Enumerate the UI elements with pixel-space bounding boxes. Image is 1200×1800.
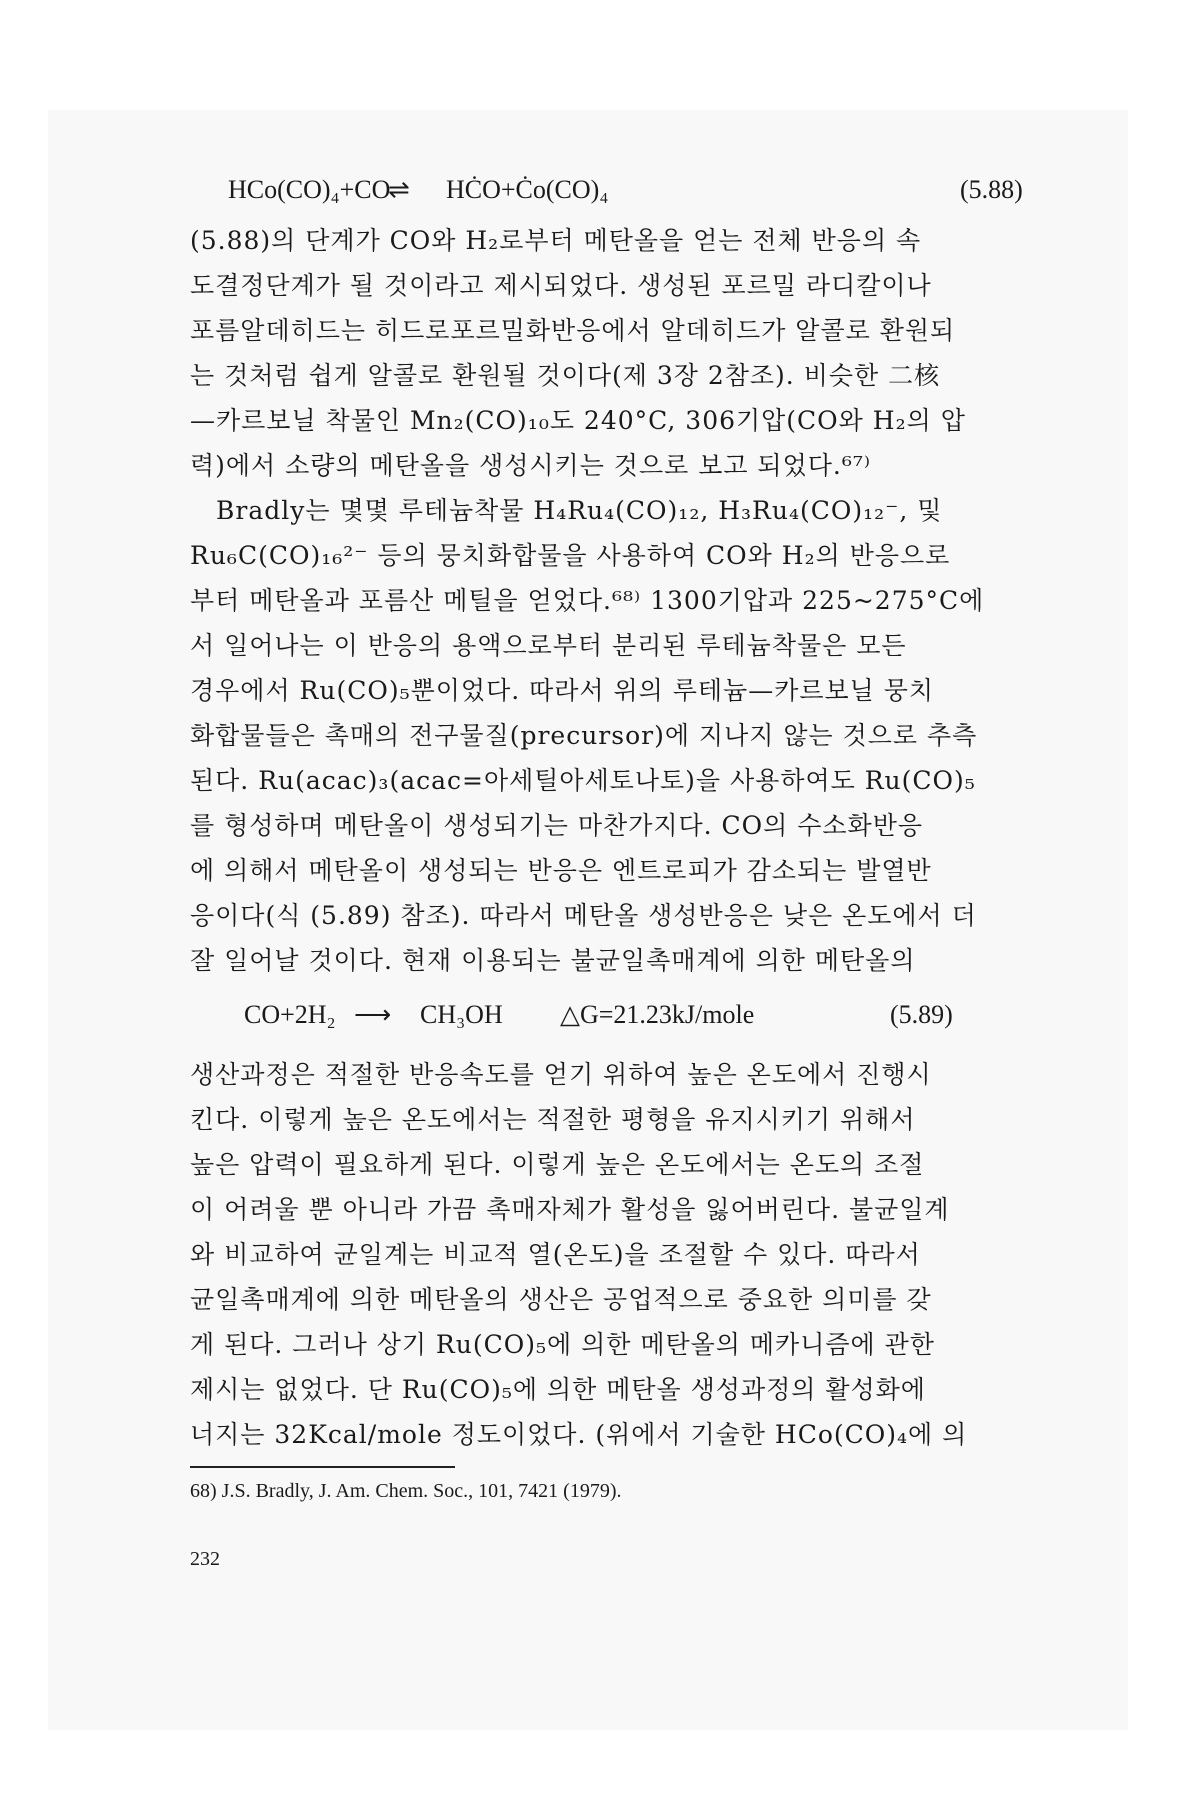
equation-5-89 bbox=[0, 990, 1200, 1040]
paragraph-2 bbox=[190, 488, 1020, 983]
text-line: 생산과정은 적절한 반응속도를 얻기 위하여 높은 온도에서 진행시 bbox=[190, 1060, 932, 1089]
text-line: Bradly는 몇몇 루테늄착물 H₄Ru₄(CO)₁₂, H₃Ru₄(CO)₁₂⁻, 및 bbox=[216, 496, 943, 525]
text-line: Ru₆C(CO)₁₆²⁻ 등의 뭉치화합물을 사용하여 CO와 H₂의 반응으로 bbox=[190, 541, 951, 570]
text-line: 높은 압력이 필요하게 된다. 이렇게 높은 온도에서는 온도의 조절 bbox=[190, 1150, 925, 1179]
text-line: 제시는 없었다. 단 Ru(CO)₅에 의한 메탄올 생성과정의 활성화에 bbox=[190, 1375, 926, 1404]
text-line: 서 일어나는 이 반응의 용액으로부터 분리된 루테늄착물은 모든 bbox=[190, 631, 907, 660]
text-line: 잘 일어날 것이다. 현재 이용되는 불균일촉매계에 의한 메탄올의 bbox=[190, 946, 916, 975]
paragraph-3 bbox=[190, 1052, 1020, 1457]
text-line: —카르보닐 착물인 Mn₂(CO)₁₀도 240°C, 306기압(CO와 H₂의 압 bbox=[190, 406, 966, 435]
text-line: 화합물들은 촉매의 전구물질(precursor)에 지나지 않는 것으로 추측 bbox=[190, 721, 978, 750]
text-line: 게 된다. 그러나 상기 Ru(CO)₅에 의한 메탄올의 메카니즘에 관한 bbox=[190, 1330, 935, 1359]
text-line: 는 것처럼 쉽게 알콜로 환원될 것이다(제 3장 2참조). 비슷한 二核 bbox=[190, 361, 941, 390]
text-line: 도결정단계가 될 것이라고 제시되었다. 생성된 포르밀 라디칼이나 bbox=[190, 271, 932, 300]
footnote: 68) J.S. Bradly, J. Am. Chem. Soc., 101, 7421 (1979). bbox=[190, 1480, 622, 1502]
text-line: 포름알데히드는 히드로포르밀화반응에서 알데히드가 알콜로 환원되 bbox=[190, 316, 956, 345]
text-line: 너지는 32Kcal/mole 정도이었다. (위에서 기술한 HCo(CO)₄에 의 bbox=[190, 1420, 968, 1449]
equation-right: HĊO+Ċo(CO)₄ bbox=[446, 175, 609, 204]
reaction-arrow: ⟶ bbox=[354, 1000, 392, 1029]
text-line: 응이다(식 (5.89) 참조). 따라서 메탄올 생성반응은 낮은 온도에서 더 bbox=[190, 901, 977, 930]
text-line: 경우에서 Ru(CO)₅뿐이었다. 따라서 위의 루테늄—카르보닐 뭉치 bbox=[190, 676, 935, 705]
text-line: 된다. Ru(acac)₃(acac=아세틸아세토나토)을 사용하여도 Ru(CO)₅ bbox=[190, 766, 976, 795]
text-line: 균일촉매계에 의한 메탄올의 생산은 공업적으로 중요한 의미를 갖 bbox=[190, 1285, 932, 1314]
text-line: 부터 메탄올과 포름산 메틸을 얻었다.⁶⁸⁾ 1300기압과 225~275°C에 bbox=[190, 586, 985, 615]
text-line: 를 형성하며 메탄올이 생성되기는 마찬가지다. CO의 수소화반응 bbox=[190, 811, 924, 840]
text-line: (5.88)의 단계가 CO와 H₂로부터 메탄올을 얻는 전체 반응의 속 bbox=[190, 226, 922, 255]
paragraph-1 bbox=[190, 218, 1020, 488]
footnote-divider bbox=[190, 1466, 455, 1468]
text-line: 와 비교하여 균일계는 비교적 열(온도)을 조절할 수 있다. 따라서 bbox=[190, 1240, 921, 1269]
equation-number: (5.88) bbox=[960, 175, 1023, 204]
equilibrium-arrow: ⇌ bbox=[388, 175, 410, 204]
equation-right: CH₃OH bbox=[420, 1000, 503, 1029]
page-number: 232 bbox=[190, 1548, 220, 1570]
equation-left: CO+2H₂ bbox=[244, 1000, 336, 1029]
equation-5-88 bbox=[0, 165, 1200, 215]
equation-number: (5.89) bbox=[890, 1000, 953, 1029]
delta-g: △G=21.23kJ/mole bbox=[560, 1000, 755, 1029]
text-line: 력)에서 소량의 메탄올을 생성시키는 것으로 보고 되었다.⁶⁷⁾ bbox=[190, 451, 872, 480]
text-line: 킨다. 이렇게 높은 온도에서는 적절한 평형을 유지시키기 위해서 bbox=[190, 1105, 916, 1134]
text-line: 이 어려울 뿐 아니라 가끔 촉매자체가 활성을 잃어버린다. 불균일계 bbox=[190, 1195, 950, 1224]
text-line: 에 의해서 메탄올이 생성되는 반응은 엔트로피가 감소되는 발열반 bbox=[190, 856, 932, 885]
equation-left: HCo(CO)₄+CO bbox=[228, 175, 391, 204]
